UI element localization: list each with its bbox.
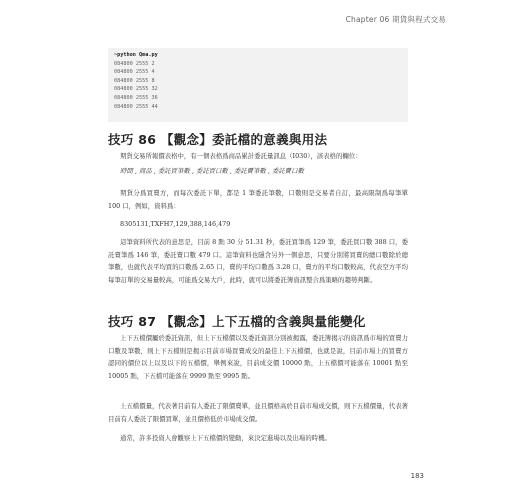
- code-command: ~python Qma.py: [114, 52, 158, 58]
- paragraph: 這筆資料所代表的意思是，目前 8 點 30 分 51.31 秒，委託買筆爲 129 筆，委託買口數 388 口，委託賣筆爲 146 筆，委託賣口數 479 口。這筆資料也隱含另外一個意思，只要分別將買賣的總口數除於總筆數，也就代表平均買的口數爲 2.65 口，賣的平均口數爲 3.28 口，賣方的平均口數較高，代表空方平均每筆訂單的交易量較高，可能爲交易大戶，此時，就可以將委託簿資訊整合爲策略的趨勢判斷。: [108, 238, 408, 284]
- page-number: 183: [410, 472, 424, 480]
- paragraph: 通常，許多投資人會觀察上下五檔價的變動，來決定進場以及出場的時機。: [120, 434, 331, 442]
- code-line: 084800 2555 32: [114, 86, 158, 93]
- paragraph: 期貨分爲買賣方，而每次委託下單，都是 1 筆委託筆數，口數則是交易者自訂，最高限制爲每筆單 100 口，例如，資料爲：: [108, 189, 408, 210]
- section-title-86: 技巧 86 【觀念】委託檔的意義與用法: [108, 132, 328, 147]
- code-line: 084800 2555 44: [114, 103, 158, 110]
- paragraph: 上下五檔價屬於委託資訊，但上下五檔價以及委託資訊分別被揭露，委託簿揭示的資訊爲市場的買賣力口數及筆數，則上下五檔則是揭示目前市場買賣成交的最佳上下五檔價，也就是說，目前市場上的買賣方認同的價位以上以及以下的五檔價，舉例來說，目前成交價 10000 點，上五檔價可能落在 10001 點至 10005 點，下五檔可能落在 9999 點至 9995 點。: [108, 334, 408, 380]
- field-list: 時間 , 商品 , 委託買筆數 , 委託買口數 , 委託賣筆數 , 委託賣口數: [120, 167, 304, 175]
- code-block: [108, 48, 408, 122]
- section-title-87: 技巧 87 【觀念】上下五檔的含義與量能變化: [108, 314, 366, 329]
- chapter-header: Chapter 06 期貨與程式交易: [345, 15, 446, 24]
- code-line: 084800 2555 4: [114, 69, 155, 76]
- sample-data: 8305131,TXFH7,129,388,146,479: [120, 220, 231, 228]
- code-line: 084800 2555 2: [114, 60, 155, 67]
- paragraph: 上五檔價量，代表著目前有人委託了限價賣單，並且價格高於目前市場成交價，則下五檔價量，代表著目前有人委託了限價買單，並且價格低於市場成交價。: [108, 402, 408, 423]
- paragraph: 期貨交易所報價表格中，有一個表格爲商品累計委託量訊息（I030），該表格的欄位：: [120, 152, 362, 160]
- code-line: 084800 2555 8: [114, 77, 155, 84]
- code-line: 084800 2555 36: [114, 94, 158, 101]
